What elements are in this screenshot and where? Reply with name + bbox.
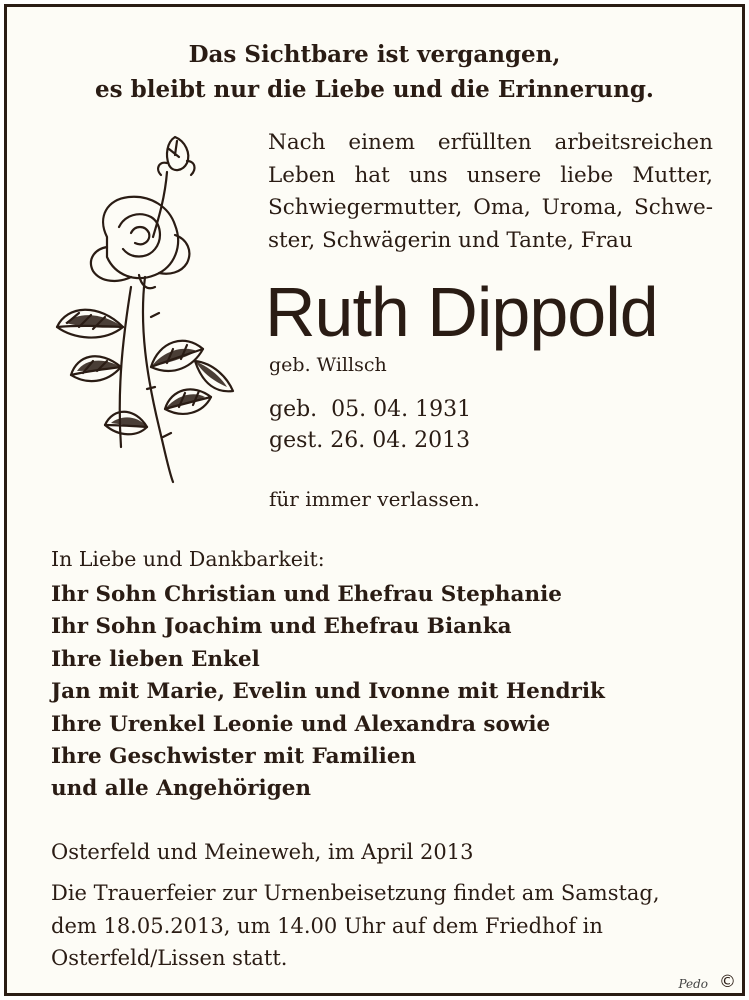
family-line: Ihre Geschwister mit Familien: [51, 744, 417, 770]
family-line: Ihr Sohn Joachim und Ehefrau Bianka: [51, 614, 512, 640]
death-date: gest. 26. 04. 2013: [269, 428, 471, 453]
family-line: Ihr Sohn Christian und Ehefrau Stephanie: [51, 582, 562, 607]
intro-text: [268, 127, 713, 257]
intro-line: Schwiegermutter, Oma, Uroma, Schwe-: [268, 195, 713, 220]
thanks-text: In Liebe und Dankbarkeit:: [51, 547, 325, 571]
funeral-notice: [51, 877, 723, 975]
deceased-name: Ruth Dippold: [265, 273, 658, 351]
motto-line-2: es bleibt nur die Liebe und die Erinnerung.: [95, 76, 654, 103]
maiden-name: geb. Willsch: [269, 354, 387, 376]
leave-text: für immer verlassen.: [269, 487, 480, 511]
copyright-icon: ©: [719, 972, 736, 992]
intro-line: Leben hat uns unsere liebe Mutter,: [268, 162, 713, 188]
motto: [7, 37, 742, 107]
birth-date: geb. 05. 04. 1931: [269, 397, 472, 422]
intro-line: Nach einem erfüllten arbeitsreichen: [268, 130, 713, 155]
family-line: Ihre Urenkel Leonie und Alexandra sowie: [51, 711, 551, 737]
intro-line: ster, Schwägerin und Tante, Frau: [268, 227, 633, 253]
family-line: Jan mit Marie, Evelin und Ivonne mit Hendrik: [51, 679, 605, 705]
rose-icon: [27, 127, 247, 487]
funeral-line: dem 18.05.2013, um 14.00 Uhr auf dem Friedhof in: [51, 913, 603, 938]
family-list: [51, 579, 605, 806]
family-line: Ihre lieben Enkel: [51, 646, 260, 672]
artist-signature: Pedo: [678, 977, 708, 991]
funeral-line: Osterfeld/Lissen statt.: [51, 946, 288, 970]
funeral-line: Die Trauerfeier zur Urnenbeisetzung findet am Samstag,: [51, 881, 660, 905]
obituary-card: [4, 4, 745, 996]
motto-line-1: Das Sichtbare ist vergangen,: [188, 41, 561, 68]
life-dates: [269, 394, 471, 456]
family-line: und alle Angehörigen: [51, 776, 312, 802]
place-date: Osterfeld und Meineweh, im April 2013: [51, 840, 474, 864]
